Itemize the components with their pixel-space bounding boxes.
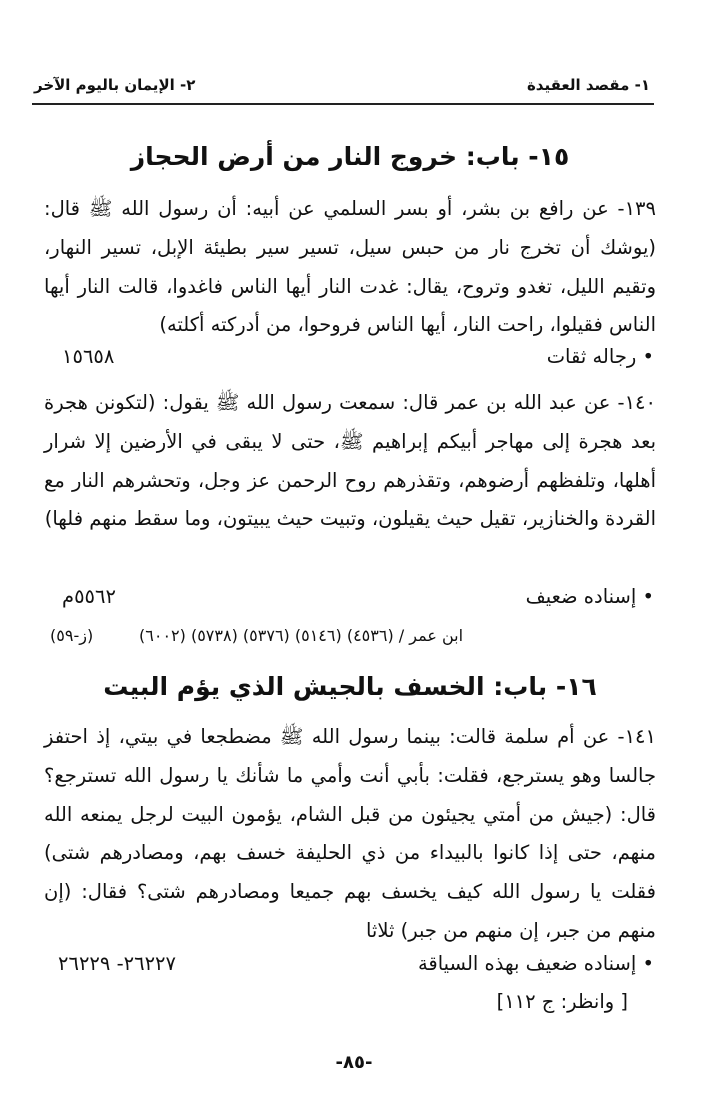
ref-140: ٥٥٦٢م: [62, 585, 116, 608]
note-141: • إسناده ضعيف بهذه السياقة: [417, 952, 654, 975]
see-also-note: [ وانظر: ج ١١٢]: [496, 990, 628, 1013]
ref-141: ٢٦٢٢٧- ٢٦٢٢٩: [58, 952, 176, 975]
header-rule: [32, 103, 654, 105]
header-chapter-sub: ٢- الإيمان باليوم الآخر: [34, 76, 196, 94]
crossref-text: ابن عمر / (٤٥٣٦) (٥١٤٦) (٥٣٧٦) (٥٧٣٨) (٦٠٠٢): [139, 626, 464, 645]
page-number: -٨٥-: [335, 1052, 373, 1073]
running-header: [34, 72, 650, 98]
section-16-title: ١٦- باب: الخسف بالجيش الذي يؤم البيت: [103, 672, 597, 701]
note-139: • رجاله ثقات: [546, 345, 654, 368]
header-chapter-main: ١- مقصد العقيدة: [526, 76, 650, 94]
section-15-title: ١٥- باب: خروج النار من أرض الحجاز: [130, 142, 570, 171]
crossref-label: (ز-٥٩): [50, 626, 94, 645]
note-140: • إسناده ضعيف: [525, 585, 654, 608]
hadith-140: ١٤٠- عن عبد الله بن عمر قال: سمعت رسول الله ﷺ يقول: (لتكونن هجرة بعد هجرة إلى مهاجر أبيكم إبراهيم ﷺ، حتى لا يبقى في الأرضين إلا شرار أهلها، وتلفظهم أرضوهم، وتقذرهم روح الرحمن عز وجل، وتحشرهم النار مع القردة والخنازير، تقيل حيث يقيلون، وتبيت حيث يبيتون، وما سقط منهم فلها): [44, 391, 656, 531]
hadith-139: ١٣٩- عن رافع بن بشر، أو بسر السلمي عن أبيه: أن رسول الله ﷺ قال: (يوشك أن تخرج نار من حبس سيل، تسير سير بطيئة الإبل، تسير النهار، وتقيم الليل، تغدو وتروح، يقال: غدت النار أيها الناس فاغدوا، قالت النار أيها الناس فقيلوا، راحت النار، أيها الناس فروحوا، من أدركته أكلته): [44, 197, 656, 337]
hadith-141: ١٤١- عن أم سلمة قالت: بينما رسول الله ﷺ مضطجعا في بيتي، إذ احتفز جالسا وهو يسترجع، فقلت: بأبي أنت وأمي ما شأنك يا رسول الله تسترجع؟ قال: (جيش من أمتي يجيئون من قبل الشام، يؤمون البيت لرجل يمنعه الله منهم، حتى إذا كانوا بالبيداء من ذي الحليفة خسف بهم، ومصادرهم شتى) فقلت يا رسول الله كيف يخسف بهم جميعا ومصادرهم شتى؟ فقال: (إن منهم من جبر، إن منهم من جبر) ثلاثا: [44, 725, 656, 942]
ref-139: ١٥٦٥٨: [62, 345, 115, 368]
